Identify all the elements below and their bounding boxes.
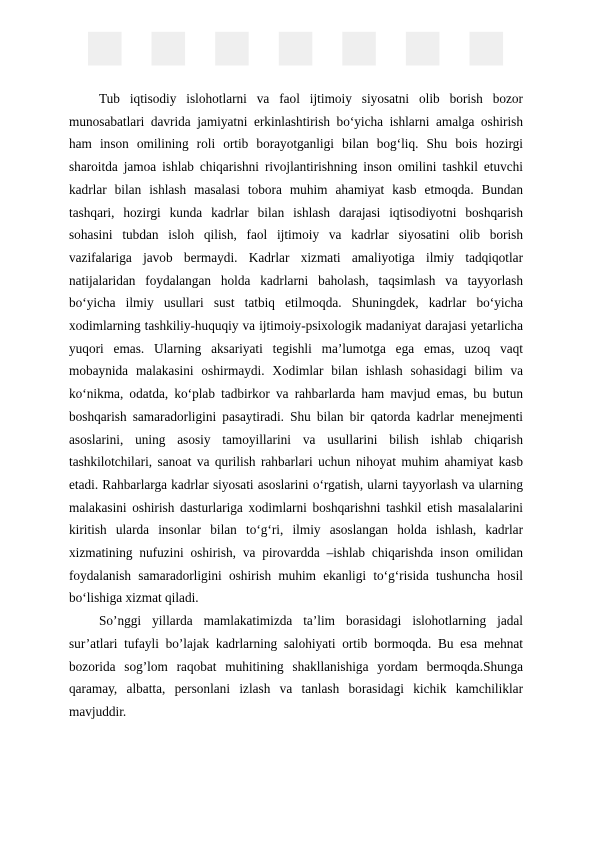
paragraph-1: Tub iqtisodiy islohotlarni va faol ijtimoiy siyosatni olib borish bozor munosabatlari davrida jamiyatni erkinlashtirish bo‘yicha ishlarni amalga oshirish ham inson omilining roli ortib borayotganligi bilan bog‘liq. Shu bois hozirgi sharoitda jamoa ishlab chiqarishni rivojlantirishning inson omilini tashkil etuvchi kadrlar bilan ishlash masalasi tobora muhim ahamiyat kasb etmoqda. Bundan tashqari, hozirgi kunda kadrlar bilan ishlash darajasi iqtisodiyotni boshqarish sohasini tubdan isloh qilish, faol ijtimoiy va kadrlar siyosatini olib borish vazifalariga javob bermaydi. Kadrlar xizmati amaliyotiga ilmiy tadqiqotlar natijalaridan foydalangan holda kadrlarni baholash, taqsimlash va tayyorlash bo‘yicha ilmiy usullari sust tatbiq etilmoqda. Shuningdek, kadrlar bo‘yicha xodimlarning tashkiliy-huquqiy va ijtimoiy-psixologik madaniyat darajasi yetarlicha yuqori emas. Ularning aksariyati tegishli ma’lumotga ega emas, uzoq vaqt mobaynida malakasini oshirmaydi. Xodimlar bilan ishlash sohasidagi bilim va ko‘nikma, odatda, ko‘plab tadbirkor va rahbarlarda ham mavjud emas, bu butun boshqarish samaradorligini pasaytiradi. Shu bilan bir qatorda kadrlar menejmenti asoslarini, uning asosiy tamoyillarini va usullarini bilish ishlab chiqarish tashkilotchilari, sanoat va qurilish rahbarlari uchun nihoyat muhim ahamiyat kasb etadi. Rahbarlarga kadrlar siyosati asoslarini o‘rgatish, ularni tayyorlash va ularning malakasini oshirish dasturlariga xodimlarni boshqarishni tashkil etish masalalarini kiritish ularda insonlar bilan to‘g‘ri, ilmiy asoslangan holda ishlash, kadrlar xizmatining nufuzini oshirish, va pirovardda –ishlab chiqarishda inson omilidan foydalanish samaradorligini oshirish muhim ekanligi to‘g‘risida tushuncha hosil bo‘lishiga xizmat qiladi.: [69, 91, 523, 606]
paragraph-2: So’nggi yillarda mamlakatimizda ta’lim borasidagi islohotlarning jadal sur’atlari tufayli bo’lajak kadrlarning salohiyati ortib bormoqda. Bu esa mehnat bozorida sog’lom raqobat muhitining shakllanishiga yordam bermoqda.Shunga qaramay, albatta, personlani izlash va tanlash borasidagi kichik kamchiliklar mavjuddir.: [69, 613, 523, 719]
watermark-logo-icon: ■ ■ ■ ■ ■ ■ ■: [83, 20, 512, 71]
document-body: [69, 88, 523, 724]
